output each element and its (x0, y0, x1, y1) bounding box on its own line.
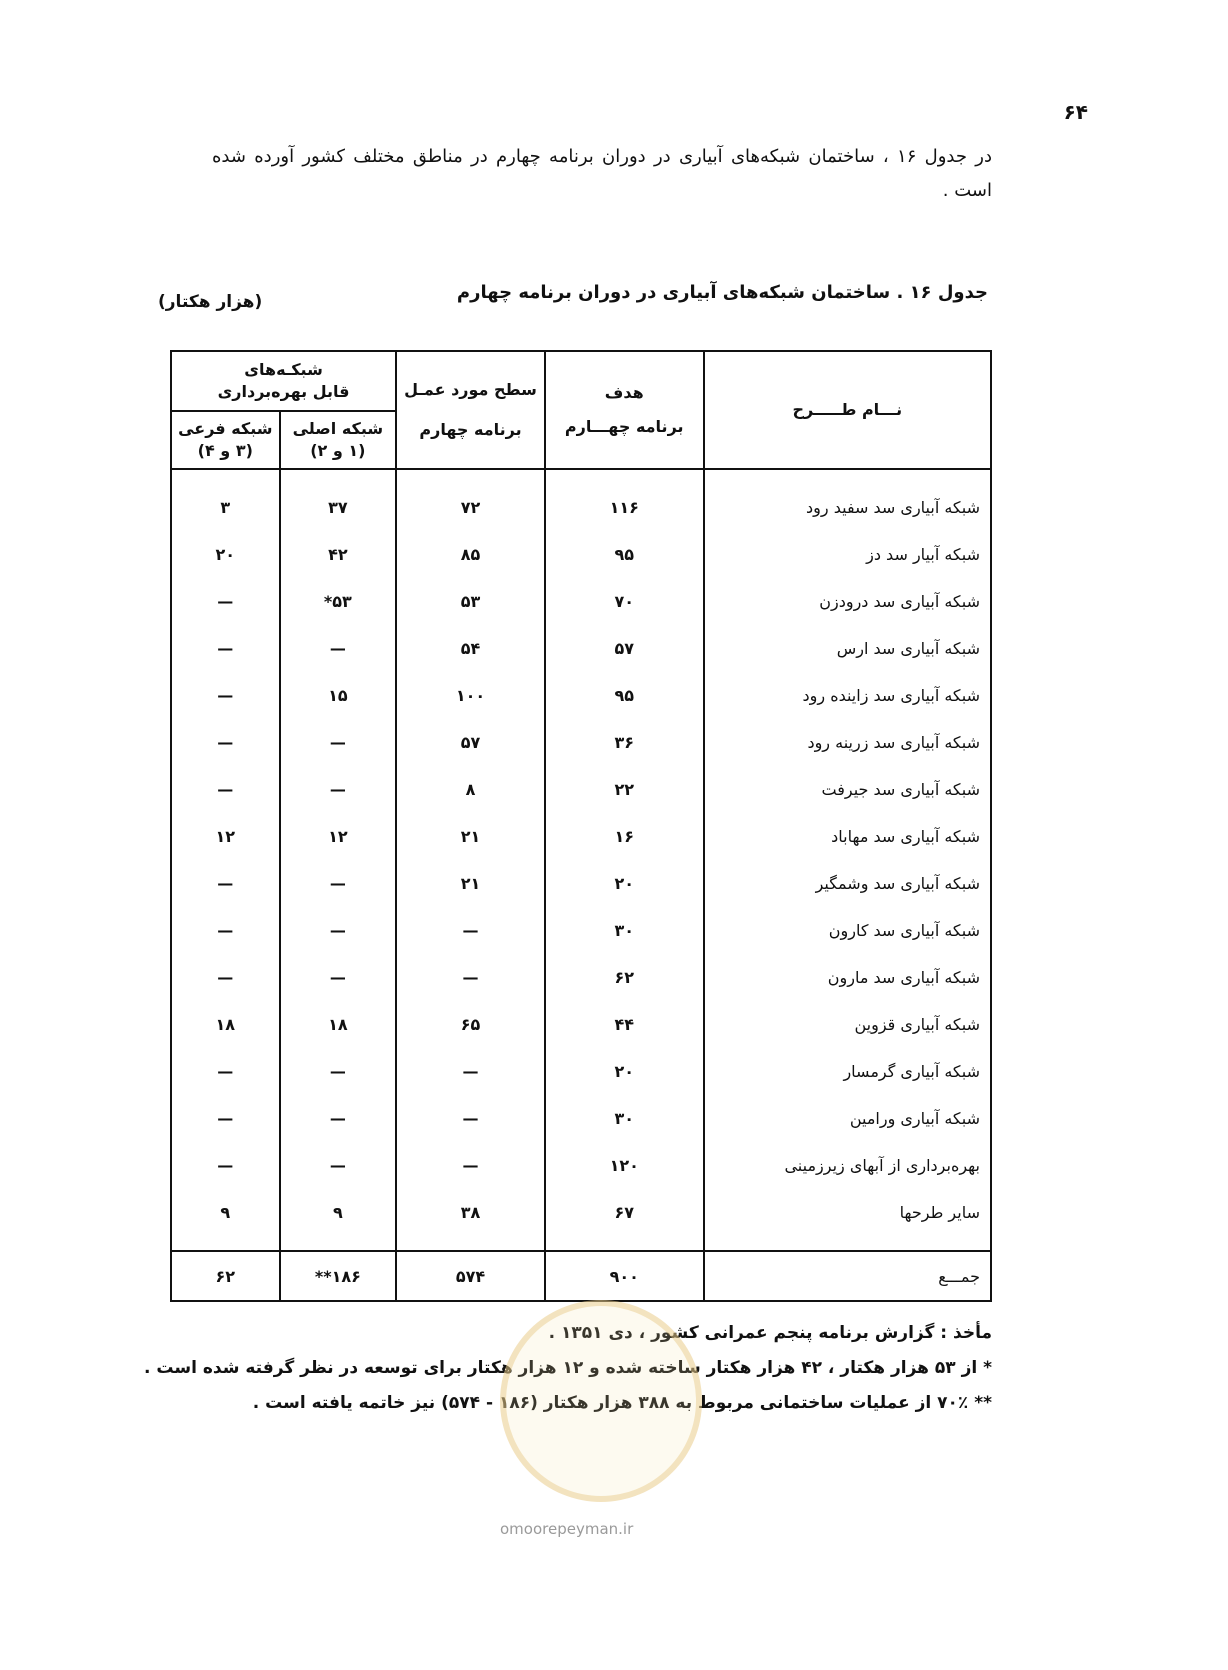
cell-main-network: — (280, 907, 397, 954)
cell-sub-network: — (171, 860, 280, 907)
total-target: ۹۰۰ (545, 1251, 704, 1301)
table-row (171, 907, 991, 954)
total-row (171, 1251, 991, 1301)
header-operable-line2: قابل بهره‌برداری (217, 382, 350, 401)
cell-project-name: شبکه آبیاری گرمسار (704, 1048, 991, 1095)
cell-area: ۳۸ (396, 1189, 545, 1236)
total-sub: ۶۲ (171, 1251, 280, 1301)
cell-area: ۵۳ (396, 578, 545, 625)
cell-project-name: شبکه آبیاری قزوین (704, 1001, 991, 1048)
cell-target: ۴۴ (545, 1001, 704, 1048)
cell-project-name: شبکه آبیاری ورامین (704, 1095, 991, 1142)
cell-main-network: — (280, 1048, 397, 1095)
cell-area: — (396, 1142, 545, 1189)
cell-area: — (396, 907, 545, 954)
cell-main-network: — (280, 719, 397, 766)
cell-project-name: شبکه آبیاری سد سفید رود (704, 484, 991, 531)
cell-target: ۶۲ (545, 954, 704, 1001)
cell-sub-network: — (171, 1142, 280, 1189)
header-area-line2: برنامه چهارم (419, 420, 522, 439)
header-sub-line1: شبکه فرعی (178, 419, 273, 438)
header-target-line1: هدف (604, 383, 644, 402)
header-sub-line2: (۳ و ۴) (197, 441, 253, 460)
cell-sub-network: ۹ (171, 1189, 280, 1236)
table-row (171, 954, 991, 1001)
total-label: جمـــع (704, 1251, 991, 1301)
header-area-line1: سطح مورد عمـل (404, 380, 537, 399)
table-row (171, 1189, 991, 1236)
cell-sub-network: — (171, 578, 280, 625)
unit-label: (هزار هکتار) (158, 292, 263, 312)
cell-project-name: شبکه آبیاری سد مهاباد (704, 813, 991, 860)
cell-area: ۶۵ (396, 1001, 545, 1048)
cell-main-network: ۱۵ (280, 672, 397, 719)
header-area (396, 351, 545, 469)
table-row (171, 719, 991, 766)
table-row (171, 766, 991, 813)
footnote-1: * از ۵۳ هزار هکتار ، ۴۲ هزار هکتار ساخته شده و ۱۲ هزار هکتار برای توسعه در نظر گرفته شده است . (144, 1358, 992, 1378)
page-number: ۶۴ (1063, 100, 1088, 124)
cell-main-network: — (280, 1095, 397, 1142)
cell-area: ۵۷ (396, 719, 545, 766)
watermark-seal-icon (500, 1300, 702, 1502)
table-row (171, 1142, 991, 1189)
footnote-2: ** ۷۰٪ از عملیات ساختمانی مربوط به ۳۸۸ هزار هکتار (۱۸۶ - ۵۷۴) نیز خاتمه یافته است . (252, 1393, 992, 1413)
cell-sub-network: — (171, 719, 280, 766)
header-main-line1: شبکه اصلی (292, 419, 384, 438)
cell-main-network: ۹ (280, 1189, 397, 1236)
total-area: ۵۷۴ (396, 1251, 545, 1301)
cell-main-network: — (280, 625, 397, 672)
cell-target: ۷۰ (545, 578, 704, 625)
cell-target: ۱۱۶ (545, 484, 704, 531)
cell-target: ۳۰ (545, 907, 704, 954)
cell-sub-network: — (171, 954, 280, 1001)
cell-sub-network: — (171, 1048, 280, 1095)
cell-target: ۱۶ (545, 813, 704, 860)
cell-main-network: — (280, 954, 397, 1001)
cell-area: ۷۲ (396, 484, 545, 531)
table-row (171, 531, 991, 578)
cell-area: ۸ (396, 766, 545, 813)
cell-project-name: شبکه آبیاری سد کارون (704, 907, 991, 954)
cell-sub-network: — (171, 907, 280, 954)
cell-main-network: ۳۷ (280, 484, 397, 531)
cell-target: ۳۶ (545, 719, 704, 766)
table-row (171, 1048, 991, 1095)
cell-main-network: ۴۲ (280, 531, 397, 578)
table-caption: جدول ۱۶ . ساختمان شبکه‌های آبیاری در دوران برنامه چهارم (456, 282, 988, 303)
header-operable (171, 351, 396, 411)
cell-project-name: بهره‌برداری از آبهای زیرزمینی (704, 1142, 991, 1189)
table-row (171, 813, 991, 860)
cell-target: ۹۵ (545, 672, 704, 719)
cell-area: ۲۱ (396, 860, 545, 907)
cell-area: ۵۴ (396, 625, 545, 672)
cell-project-name: شبکه آبیاری سد زرینه رود (704, 719, 991, 766)
cell-sub-network: ۱۲ (171, 813, 280, 860)
cell-project-name: شبکه آبیاری سد وشمگیر (704, 860, 991, 907)
cell-area: — (396, 954, 545, 1001)
cell-sub-network: — (171, 672, 280, 719)
intro-paragraph: در جدول ۱۶ ، ساختمان شبکه‌های آبیاری در دوران برنامه چهارم در مناطق مختلف کشور آورده شده است . (212, 146, 993, 201)
table-row (171, 1001, 991, 1048)
cell-project-name: شبکه آبیار سد دز (704, 531, 991, 578)
cell-project-name: شبکه آبیاری سد زاینده رود (704, 672, 991, 719)
table-body (171, 469, 991, 1251)
cell-main-network: — (280, 1142, 397, 1189)
cell-target: ۹۵ (545, 531, 704, 578)
cell-project-name: شبکه آبیاری سد مارون (704, 954, 991, 1001)
cell-target: ۲۰ (545, 1048, 704, 1095)
table-row (171, 1095, 991, 1142)
cell-main-network: ۵۳* (280, 578, 397, 625)
cell-sub-network: ۲۰ (171, 531, 280, 578)
header-main-line2: (۱ و ۲) (310, 441, 366, 460)
source-note: مأخذ : گزارش برنامه پنجم عمرانی کشور ، دی ۱۳۵۱ . (548, 1323, 992, 1343)
cell-sub-network: — (171, 625, 280, 672)
table-row (171, 578, 991, 625)
table-row (171, 860, 991, 907)
spacer-row (171, 1236, 991, 1251)
cell-target: ۵۷ (545, 625, 704, 672)
cell-main-network: — (280, 766, 397, 813)
total-main: ۱۸۶** (280, 1251, 397, 1301)
table-row (171, 672, 991, 719)
header-target-line2: برنامه چهـــارم (564, 417, 684, 436)
cell-project-name: شبکه آبیاری سد درودزن (704, 578, 991, 625)
cell-main-network: ۱۸ (280, 1001, 397, 1048)
header-main-network (280, 411, 397, 469)
header-sub-network (171, 411, 280, 469)
cell-main-network: ۱۲ (280, 813, 397, 860)
cell-target: ۶۷ (545, 1189, 704, 1236)
header-name: نـــام طـــــرح (704, 351, 991, 469)
cell-area: — (396, 1048, 545, 1095)
cell-target: ۲۲ (545, 766, 704, 813)
watermark-text: omoorepeyman.ir (500, 1520, 634, 1538)
cell-area: ۲۱ (396, 813, 545, 860)
cell-target: ۲۰ (545, 860, 704, 907)
cell-main-network: — (280, 860, 397, 907)
spacer-row (171, 469, 991, 484)
cell-area: — (396, 1095, 545, 1142)
cell-area: ۸۵ (396, 531, 545, 578)
header-target (545, 351, 704, 469)
cell-project-name: سایر طرحها (704, 1189, 991, 1236)
cell-target: ۱۲۰ (545, 1142, 704, 1189)
header-operable-line1: شبکـه‌های (244, 360, 323, 379)
cell-sub-network: ۳ (171, 484, 280, 531)
cell-target: ۳۰ (545, 1095, 704, 1142)
cell-sub-network: — (171, 766, 280, 813)
table-row (171, 484, 991, 531)
cell-area: ۱۰۰ (396, 672, 545, 719)
cell-project-name: شبکه آبیاری سد ارس (704, 625, 991, 672)
cell-sub-network: — (171, 1095, 280, 1142)
cell-project-name: شبکه آبیاری سد جیرفت (704, 766, 991, 813)
irrigation-table (170, 350, 992, 1302)
cell-sub-network: ۱۸ (171, 1001, 280, 1048)
table-row (171, 625, 991, 672)
